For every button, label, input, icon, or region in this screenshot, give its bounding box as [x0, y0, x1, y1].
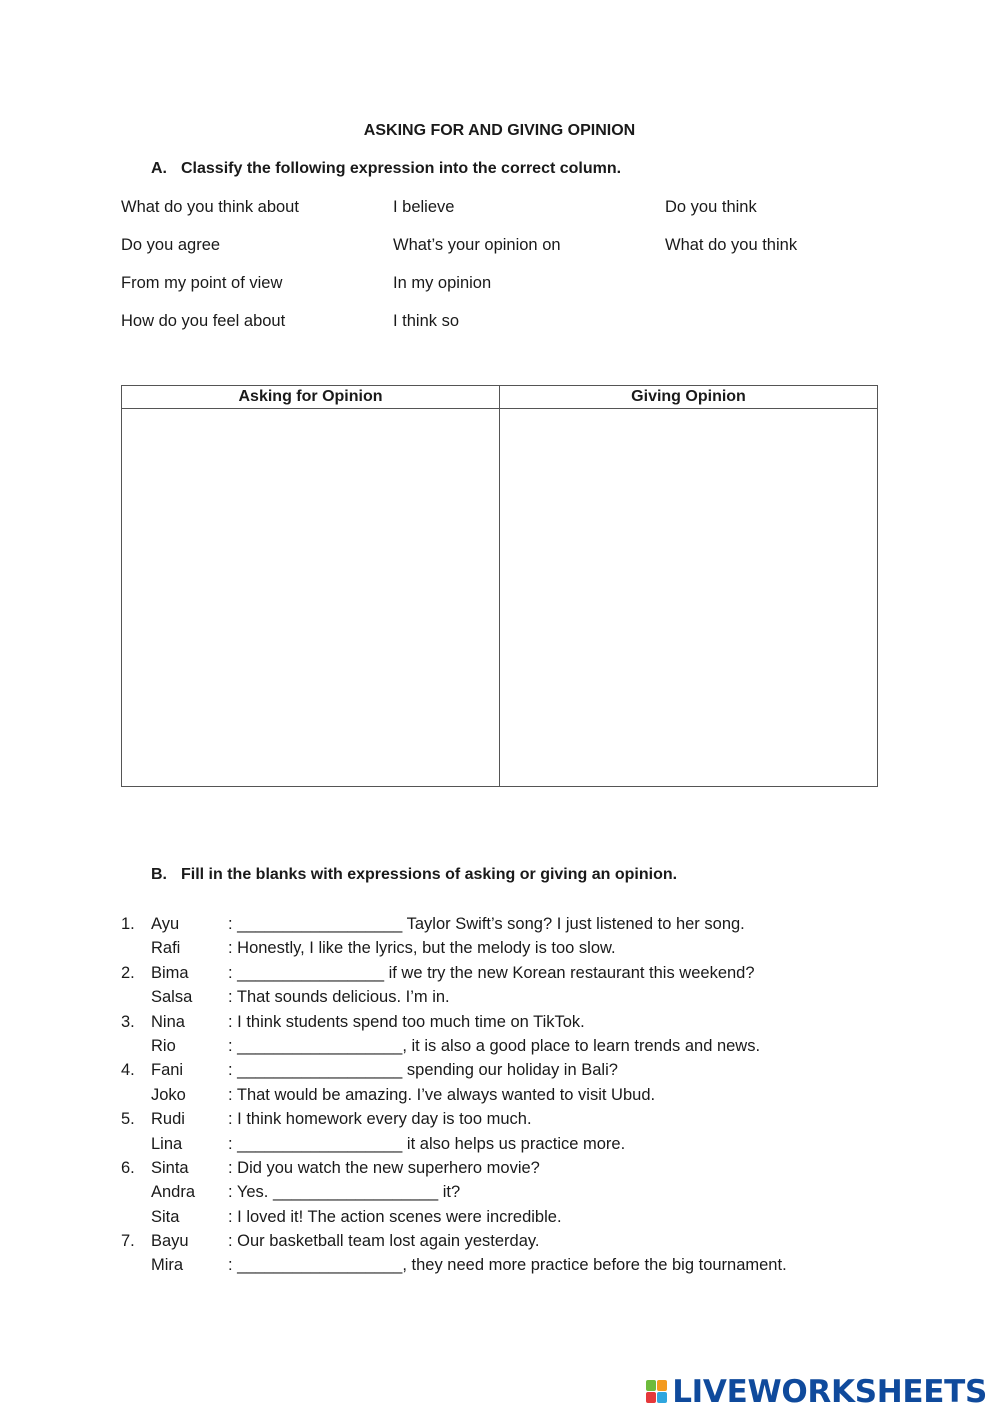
liveworksheets-logo	[646, 1374, 987, 1410]
speaker-name: Lina	[151, 1134, 183, 1153]
dialogue-line	[121, 1107, 881, 1131]
speaker-name: Ayu	[151, 915, 180, 933]
dialogue-text: : I loved it! The action scenes were incredible.	[228, 1207, 562, 1226]
dialogue-line	[121, 1229, 881, 1253]
phrase-item: What do you think about	[121, 198, 299, 216]
dialogue-text[interactable]: : __________________ spending our holiday in Bali?	[228, 1061, 618, 1080]
dialogue-text: : That would be amazing. I’ve always wanted to visit Ubud.	[228, 1085, 656, 1104]
dialogue-text[interactable]: : __________________, it is also a good place to learn trends and news.	[228, 1036, 761, 1055]
phrase-item: Do you think	[665, 198, 757, 216]
column-header-asking: Asking for Opinion	[122, 386, 500, 409]
dialogue-line	[121, 1156, 881, 1180]
section-b-instruction: Fill in the blanks with expressions of asking or giving an opinion.	[181, 866, 678, 883]
dialogue-text: : That sounds delicious. I’m in.	[228, 988, 450, 1007]
item-number: 7.	[121, 1232, 135, 1251]
speaker-name: Sita	[151, 1207, 180, 1226]
phrase-item: What’s your opinion on	[393, 236, 561, 254]
item-number: 6.	[121, 1158, 135, 1177]
section-a-letter: A.	[151, 160, 167, 177]
section-a-heading	[151, 160, 621, 178]
speaker-name: Andra	[151, 1183, 196, 1202]
phrase-item: In my opinion	[393, 274, 492, 292]
giving-opinion-drop-area[interactable]	[500, 409, 878, 787]
dialogue-text: : Our basketball team lost again yesterday.	[228, 1232, 540, 1251]
dialogue-text: : Did you watch the new superhero movie?	[228, 1158, 540, 1177]
dialogue-line	[121, 1058, 881, 1082]
dialogue-line	[121, 1083, 881, 1107]
dialogue-list	[121, 912, 881, 1278]
classification-table	[121, 385, 878, 787]
speaker-name: Rudi	[151, 1110, 185, 1129]
dialogue-text[interactable]: : __________________ it also helps us practice more.	[228, 1134, 626, 1153]
item-number: 1.	[121, 915, 135, 933]
speaker-name: Mira	[151, 1256, 184, 1275]
item-number: 4.	[121, 1061, 135, 1080]
speaker-name: Bayu	[151, 1232, 189, 1251]
dialogue-text: : I think homework every day is too much.	[228, 1110, 532, 1129]
dialogue-text[interactable]: : ________________ if we try the new Korean restaurant this weekend?	[228, 963, 755, 982]
speaker-name: Joko	[151, 1085, 186, 1104]
item-number: 2.	[121, 963, 135, 982]
liveworksheets-logo-text: LIVEWORKSHEETS	[672, 1374, 987, 1410]
dialogue-line	[121, 1180, 881, 1204]
dialogue-line	[121, 985, 881, 1009]
page-title: ASKING FOR AND GIVING OPINION	[363, 122, 636, 139]
phrase-item: I think so	[393, 312, 460, 330]
phrase-item: I believe	[393, 198, 455, 216]
phrase-item: What do you think	[665, 236, 798, 254]
dialogue-line	[121, 1253, 881, 1277]
dialogue-text[interactable]: : __________________ Taylor Swift’s song? I just listened to her song.	[228, 915, 745, 933]
speaker-name: Nina	[151, 1012, 185, 1031]
dialogue-line	[121, 961, 881, 985]
dialogue-line	[121, 1010, 881, 1034]
phrase-item: How do you feel about	[121, 312, 286, 330]
liveworksheets-logo-icon	[646, 1380, 668, 1404]
speaker-name: Salsa	[151, 988, 193, 1007]
section-b-letter: B.	[151, 866, 167, 883]
phrase-item: Do you agree	[121, 236, 221, 254]
dialogue-text: : Honestly, I like the lyrics, but the melody is too slow.	[228, 939, 616, 958]
speaker-name: Rafi	[151, 939, 181, 958]
column-header-giving: Giving Opinion	[500, 386, 878, 409]
section-b-heading	[151, 866, 677, 884]
dialogue-line	[121, 1034, 881, 1058]
item-number: 3.	[121, 1012, 135, 1031]
asking-opinion-drop-area[interactable]	[122, 409, 500, 787]
dialogue-text: : I think students spend too much time on TikTok.	[228, 1012, 585, 1031]
item-number: 5.	[121, 1110, 135, 1129]
dialogue-text[interactable]: : __________________, they need more practice before the big tournament.	[228, 1256, 787, 1275]
dialogue-line	[121, 936, 881, 960]
dialogue-text[interactable]: : Yes. __________________ it?	[228, 1183, 461, 1202]
speaker-name: Fani	[151, 1061, 184, 1080]
speaker-name: Bima	[151, 963, 189, 982]
section-a-instruction: Classify the following expression into the correct column.	[181, 160, 622, 177]
dialogue-line	[121, 1132, 881, 1156]
dialogue-line	[121, 1205, 881, 1229]
speaker-name: Rio	[151, 1036, 176, 1055]
dialogue-line	[121, 912, 881, 936]
speaker-name: Sinta	[151, 1158, 189, 1177]
phrase-item: From my point of view	[121, 274, 283, 292]
